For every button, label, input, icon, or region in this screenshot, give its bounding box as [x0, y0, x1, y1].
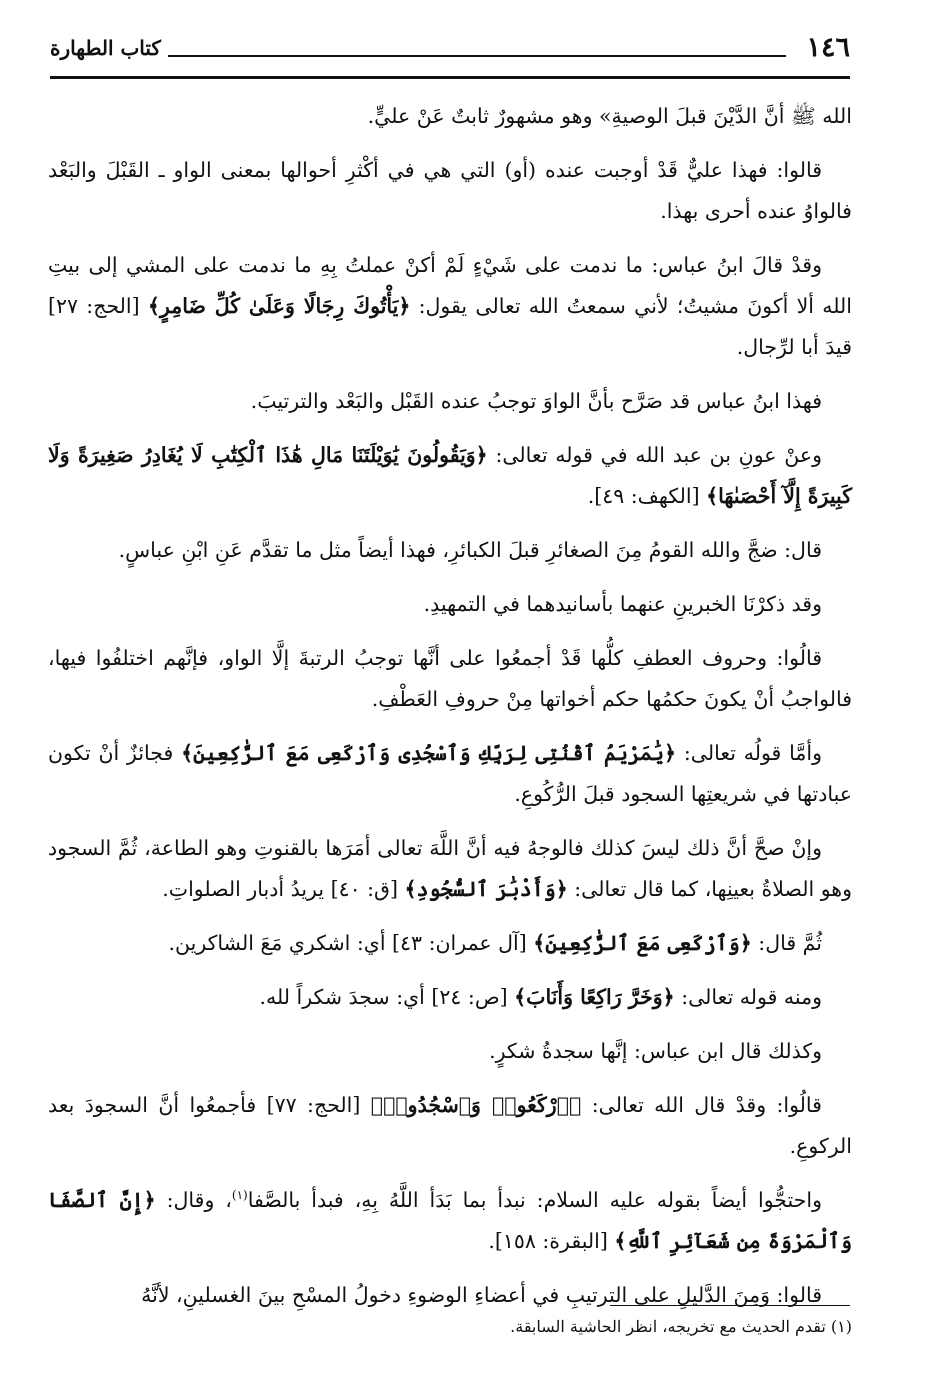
paragraph: [48, 733, 852, 815]
main-text: [48, 96, 852, 1329]
book-title: كتاب الطهارة: [50, 36, 161, 60]
footnote-marker: (١): [231, 1188, 248, 1203]
paragraph: [48, 245, 852, 368]
paragraph: [48, 150, 852, 232]
footnote: (١) تقدم الحديث مع تخريجه، انظر الحاشية السابقة.: [510, 1317, 852, 1336]
paragraph-text: قالوا: وَمِنَ الدَّليلِ على الترتيبِ في أعضاءِ الوضوءِ دخولُ المسْحِ بينَ الغسلينِ، لأنَّهُ: [141, 1283, 822, 1307]
paragraph-text: [الحج: ٧٧] فأجمعُوا أنَّ السجودَ بعد الركوعِ.: [48, 1093, 852, 1158]
paragraph-text: قالُوا: وقدْ قال الله تعالى:: [581, 1093, 822, 1117]
paragraph: [48, 584, 852, 625]
quran-verse: ﴿وَخَرَّ رَاكِعًا وَأَنَابَ﴾: [514, 985, 675, 1009]
paragraph-text: قال: ضجَّ والله القومُ مِنَ الصغائرِ قبلَ الكبائرِ، فهذا أيضاً مثل ما تقدَّم عَنِ ابْنِ عباسٍ.: [118, 538, 822, 562]
paragraph-text: قالوا: فهذا عليٌّ قَدْ أوجبت عنده (أو) التي هي في أكْثرِ أحوالها بمعنى الواو ـ القَبْلَ والبَعْد فالواوُ عنده أحرى بهذا.: [48, 158, 852, 223]
paragraph: [48, 1085, 852, 1167]
paragraph-text: وكذلك قال ابن عباس: إنَّها سجدةُ شكرٍ.: [489, 1039, 822, 1063]
paragraph-text: ومنه قوله تعالى:: [674, 985, 822, 1009]
paragraph: [48, 435, 852, 517]
paragraph-text: [آل عمران: ٤٣] أي: اشكري مَعَ الشاكرين.: [168, 931, 534, 955]
paragraph-text: [الحج: ٢٧] قيدَ أبا لرِّجال.: [48, 294, 852, 359]
quran-verse: ﴿يَأْتُوكَ رِجَالًا وَعَلَىٰ كُلِّ ضَامِرٍ﴾: [147, 294, 411, 318]
paragraph: [48, 530, 852, 571]
paragraph-text: قالُوا: وحروف العطفِ كلُّها قَدْ أجمعُوا على أنَّها توجبُ الرتبةَ إلَّا الواو، فإنَّهم اختلفُوا فيها، فالواجبُ أنْ يكونَ حكمُها حكم أخواتها مِنْ حروفِ العَطْفِ.: [48, 646, 852, 711]
paragraph: [48, 1180, 852, 1262]
paragraph: [48, 828, 852, 910]
paragraph-text: الله ﷺ أنَّ الدَّيْنَ قبلَ الوصيةِ» وهو مشهورٌ ثابتٌ عَنْ عليٍّ.: [367, 104, 852, 128]
quran-verse: ﴿وَيَقُولُونَ يَٰوَيْلَتَنَا مَالِ هَٰذَا ٱلْكِتَٰبِ لَا يُغَادِرُ صَغِيرَةً وَلَا كَبِيرَةً إِلَّآ أَحْصَىٰهَا﴾: [48, 443, 852, 508]
paragraph: [48, 96, 852, 137]
quran-verse: ﴿إِنَّ ٱلصَّفَا وَٱلْمَرْوَةَ مِن شَعَآئِرِ ٱللَّهِ﴾: [48, 1188, 852, 1253]
paragraph-text: فجائزٌ أنْ تكون عبادتها في شريعتِها السجود قبلَ الرُّكُوعِ.: [48, 741, 852, 806]
paragraph: [48, 1031, 852, 1072]
paragraph-text: [ص: ٢٤] أي: سجدَ شكراً لله.: [259, 985, 515, 1009]
paragraph-text: [الكهف: ٤٩].: [587, 484, 707, 508]
page-number: ١٤٦: [806, 32, 850, 63]
header-rule: [50, 76, 850, 79]
paragraph: [48, 923, 852, 964]
paragraph-text: وأمَّا قولُه تعالى:: [676, 741, 822, 765]
paragraph-text: ، وقال:: [155, 1188, 232, 1212]
paragraph-text: وإنْ صحَّ أنَّ ذلك ليسَ كذلك فالوجهُ فيه أنَّ اللَّهَ تعالى أمَرَها بالقنوتِ وهو الطاعة، ثُمَّ السجود وهو الصلاةُ بعينِها، كما قال تعالى:: [48, 836, 852, 901]
paragraph-text: فهذا ابنُ عباس قد صَرَّح بأنَّ الواوَ توجبُ عنده القَبْل والبَعْد والترتيبَ.: [250, 389, 822, 413]
paragraph-text: وقدْ قالَ ابنُ عباس: ما ندمت على شَيْءٍ لَمْ أكنْ عملتُ بِهِ ما ندمت على المشي إلى بيتِ الله ألا أكونَ مشيتُ؛ لأني سمعتُ الله تعالى يقول:: [48, 253, 852, 318]
paragraph: [48, 1275, 852, 1316]
paragraph: [48, 381, 852, 422]
page-header: [50, 28, 850, 68]
paragraph-text: ثُمَّ قال:: [751, 931, 822, 955]
paragraph-text: وعنْ عونِ بن عبد الله في قوله تعالى:: [487, 443, 822, 467]
footnote-rule: [610, 1305, 850, 1306]
quran-verse: ﴿يَٰمَرْيَمُ ٱقْنُتِى لِرَبِّكِ وَٱسْجُدِى وَٱرْكَعِى مَعَ ٱلرَّٰكِعِينَ﴾: [181, 741, 677, 765]
paragraph-text: واحتجُّوا أيضاً بقوله عليه السلام: نبدأ بما بَدَأ اللَّهُ بِهِ، فبدأ بالصَّفا: [247, 1188, 822, 1212]
quran-verse: ﴿وَٱرْكَعِى مَعَ ٱلرَّٰكِعِينَ﴾: [533, 931, 752, 955]
paragraph-text: [ق: ٤٠] يريدُ أدبار الصلواتِ.: [162, 877, 405, 901]
paragraph-text: وقد ذكرْنَا الخبرينِ عنهما بأسانيدهما في التمهيدِ.: [423, 592, 822, 616]
quran-verse: ﴿ٱرْكَعُوا۟ وَٱسْجُدُوا۟﴾: [370, 1093, 582, 1117]
quran-verse: ﴿وَأَدْبَٰرَ ٱلسُّجُودِ﴾: [404, 877, 568, 901]
paragraph-text: [البقرة: ١٥٨].: [488, 1229, 615, 1253]
paragraph: [48, 638, 852, 720]
paragraph: [48, 977, 852, 1018]
header-dash: [168, 55, 786, 57]
